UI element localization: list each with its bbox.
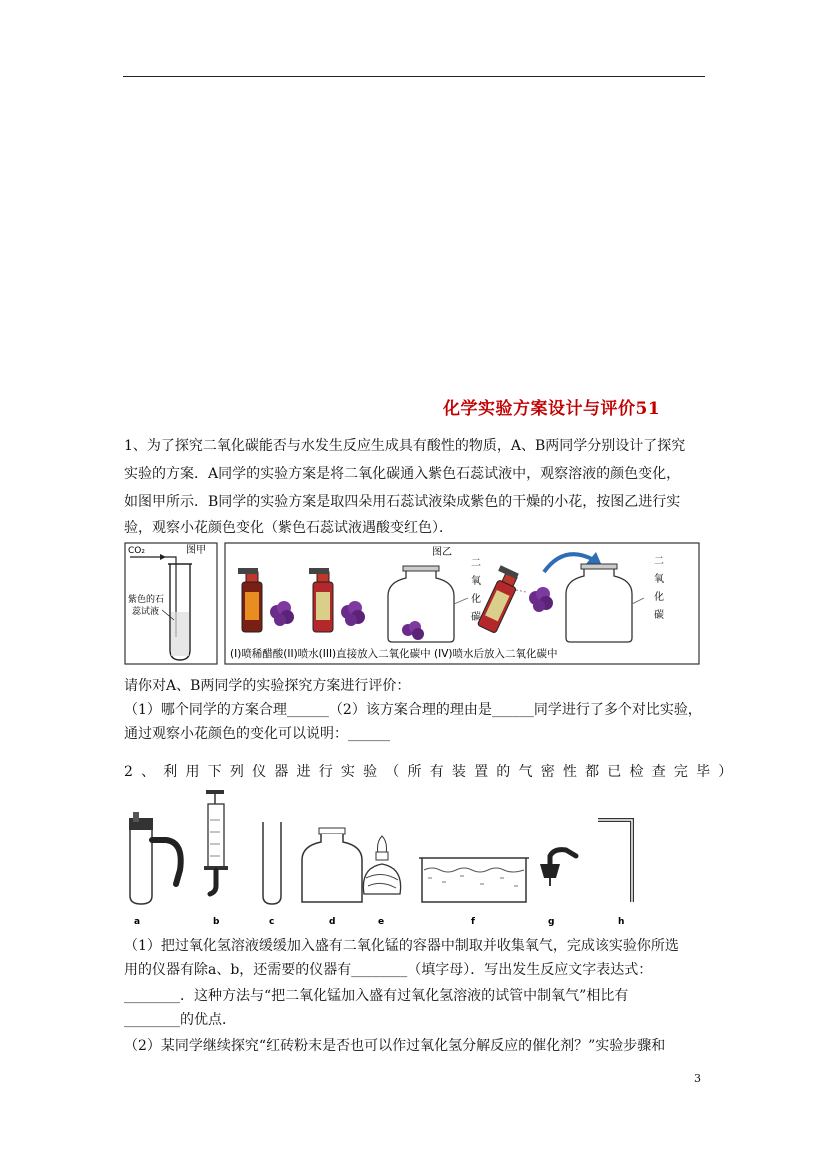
- svg-text:碳: 碳: [471, 612, 481, 623]
- apparatus-f: [419, 858, 529, 902]
- label-f: f: [471, 917, 475, 927]
- apparatus-h: [598, 820, 632, 902]
- label-a: a: [134, 917, 141, 927]
- label-c: c: [269, 917, 275, 927]
- q2-heading: 2、利用下列仪器进行实验（所有装置的气密性都已检查完毕）: [124, 764, 741, 780]
- q2-line-5: （2）某同学继续探究“红砖粉末是否也可以作过氧化氢分解反应的催化剂？”实验步骤和: [124, 1038, 666, 1054]
- apparatus-d: [302, 828, 362, 902]
- apparatus-e: [363, 836, 400, 894]
- svg-text:二: 二: [471, 558, 481, 569]
- figure-caption: (I)喷稀醋酸(II)喷水(III)直接放入二氧化碳中 (IV)喷水后放入二氧化碳中: [230, 648, 558, 660]
- apparatus-b: [204, 790, 228, 894]
- svg-text:二: 二: [654, 556, 664, 567]
- label-h: h: [618, 917, 625, 927]
- svg-text:化: 化: [471, 594, 481, 605]
- svg-text:碳: 碳: [654, 610, 664, 621]
- header-rule: [123, 76, 705, 77]
- yi-label: 图乙: [432, 547, 452, 558]
- q2-line-3: ________．这种方法与“把二氧化锰加入盛有过氧化氢溶液的试管中制氧气”相比有: [124, 988, 629, 1004]
- solution-label-2: 蕊试液: [132, 607, 160, 617]
- q1-line-2: 实验的方案．A同学的实验方案是将二氧化碳通入紫色石蕊试液中，观察溶液的颜色变化，: [124, 466, 681, 482]
- label-d: d: [329, 917, 336, 927]
- q2-line-1: （1）把过氧化氢溶液缓缓加入盛有二氧化锰的容器中制取并收集氧气，完成该实验你所选: [124, 938, 679, 954]
- label-e: e: [378, 917, 385, 927]
- svg-text:化: 化: [654, 592, 664, 603]
- q1-figure: [124, 542, 700, 665]
- q2-line-4: ________的优点．: [124, 1012, 236, 1028]
- apparatus-c: [263, 822, 281, 904]
- page-title: 化学实验方案设计与评价51: [443, 399, 661, 419]
- q1-line-1: 1、为了探究二氧化碳能否与水发生反应生成具有酸性的物质，A、B两同学分别设计了探究: [124, 438, 686, 454]
- solution-label-1: 紫色的石: [128, 595, 165, 605]
- svg-text:氧: 氧: [654, 574, 664, 585]
- label-b: b: [213, 917, 220, 927]
- q1-eval-line-1: （1）哪个同学的方案合理______（2）该方案合理的理由是______同学进行了多个对比实验，: [124, 702, 702, 718]
- apparatus-a: [129, 812, 181, 904]
- q1-line-3: 如图甲所示．B同学的实验方案是取四朵用石蕊试液染成紫色的干燥的小花，按图乙进行实: [124, 494, 681, 510]
- q1-line-4: 验，观察小花颜色变化（紫色石蕊试液遇酸变红色）．: [124, 520, 453, 536]
- label-g: g: [548, 917, 555, 927]
- apparatus-g: [540, 850, 576, 886]
- co2-label: CO₂: [128, 546, 145, 556]
- q2-line-2: 用的仪器有除a、b，还需要的仪器有________（填字母）．写出发生反应文字表达式：: [124, 962, 653, 978]
- q1-eval-line-2: 通过观察小花颜色的变化可以说明：______: [124, 726, 390, 742]
- page-number: 3: [694, 1072, 701, 1085]
- svg-text:氧: 氧: [471, 576, 481, 587]
- q1-eval-intro: 请你对A、B两同学的实验探究方案进行评价：: [124, 678, 411, 694]
- q2-apparatus-figure: [120, 790, 660, 930]
- jia-label: 图甲: [186, 545, 206, 556]
